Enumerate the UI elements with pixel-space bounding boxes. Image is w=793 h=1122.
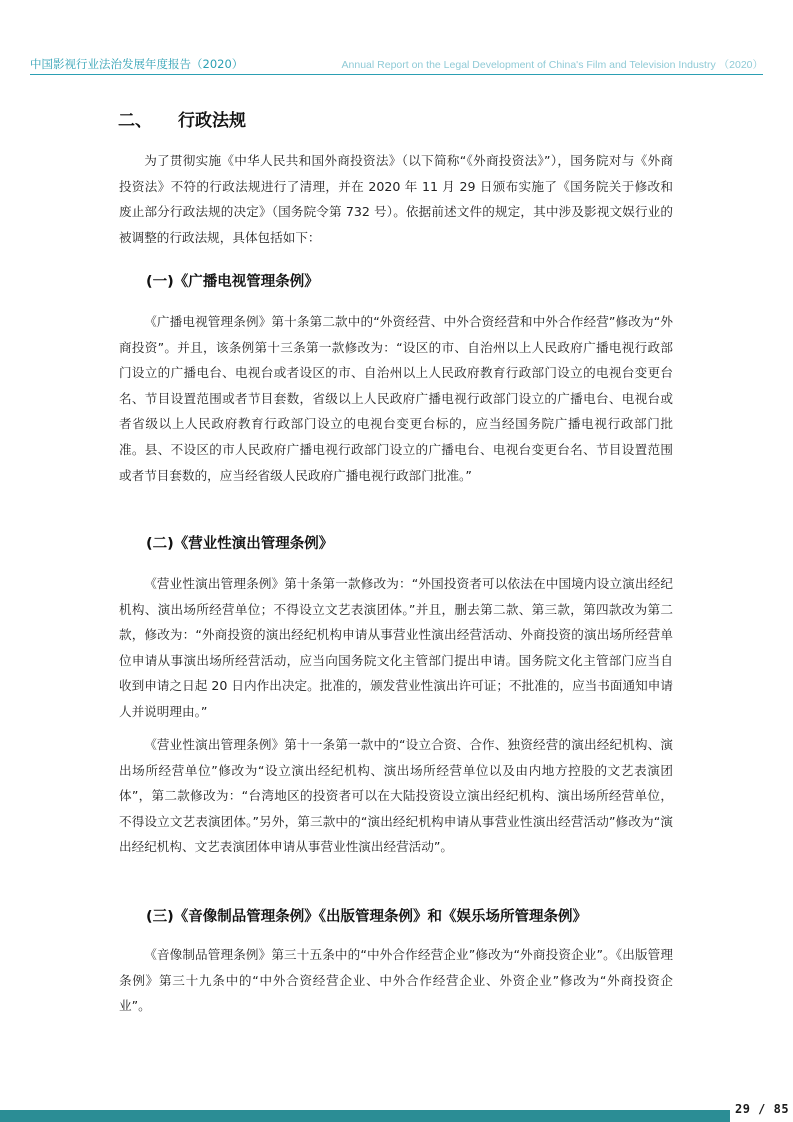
section-number: 二、 [118,111,152,131]
subsection-heading-1: (一)《广播电视管理条例》 [146,274,319,290]
footer-bar [0,1110,730,1122]
header-title-en: Annual Report on the Legal Development of China's Film and Television Industry （2020） [341,59,763,71]
subsection-1-paragraph-1: 《广播电视管理条例》第十条第二款中的“外资经营、中外合资经营和中外合作经营”修改为“外商投资”。并且，该条例第十三条第一款修改为：“设区的市、自治州以上人民政府广播电视行政部门设立的广播电台、电视台或者设区的市、自治州以上人民政府教育行政部门设立的电视台变更台名、节目设置范围或者节目套数，省级以上人民政府广播电视行政部门设立的广播电台、电视台或者省级以上人民政府教育行政部门设立的电视台变更台标的，应当经国务院广播电视行政部门批准。县、不设区的市人民政府广播电视行政部门设立的广播电台、电视台变更台名、节目设置范围或者节目套数的，应当经省级人民政府广播电视行政部门批准。” [119,314,673,483]
subsection-2-paragraph-2: 《营业性演出管理条例》第十一条第一款中的“设立合资、合作、独资经营的演出经纪机构、演出场所经营单位”修改为“设立演出经纪机构、演出场所经营单位以及由内地方控股的文艺表演团体”，第二款修改为：“台湾地区的投资者可以在大陆投资设立演出经纪机构、演出场所经营单位，不得设立文艺表演团体。”另外，第三款中的“演出经纪机构申请从事营业性演出经营活动”修改为“演出经纪机构、文艺表演团体申请从事营业性演出经营活动”。 [119,737,673,855]
intro-paragraph: 为了贯彻实施《中华人民共和国外商投资法》（以下简称“《外商投资法》”），国务院对与《外商投资法》不符的行政法规进行了清理，并在 2020 年 11 月 29 日颁布实施了《国务院关于修改和废止部分行政法规的决定》（国务院令第 732 号）。依据前述文件的规定，其中涉及影视文娱行业的被调整的行政法规，具体包括如下： [119,153,673,245]
subsection-heading-2: (二)《营业性演出管理条例》 [146,536,334,552]
subsection-heading-3: (三)《音像制品管理条例》《出版管理条例》和《娱乐场所管理条例》 [146,909,588,925]
subsection-3-paragraph-1: 《音像制品管理条例》第三十五条中的“中外合作经营企业”修改为“外商投资企业”。《出版管理条例》第三十九条中的“中外合资经营企业、中外合作经营企业、外资企业”修改为“外商投资企业”。 [119,947,673,1014]
page-number: 29 / 85 [735,1102,790,1116]
header-title-cn: 中国影视行业法治发展年度报告（2020） [30,57,244,71]
section-heading [118,106,246,131]
section-title: 行政法规 [178,111,246,131]
running-header [30,56,763,72]
subsection-2-paragraph-1: 《营业性演出管理条例》第十条第一款修改为：“外国投资者可以依法在中国境内设立演出经纪机构、演出场所经营单位；不得设立文艺表演团体。”并且，删去第二款、第三款，第四款改为第二款，修改为：“外商投资的演出经纪机构申请从事营业性演出经营活动、外商投资的演出场所经营单位申请从事演出场所经营活动，应当向国务院文化主管部门提出申请。国务院文化主管部门应当自收到申请之日起 20 日内作出决定。批准的，颁发营业性演出许可证；不批准的，应当书面通知申请人并说明理由。” [119,576,673,719]
header-divider [30,74,763,75]
